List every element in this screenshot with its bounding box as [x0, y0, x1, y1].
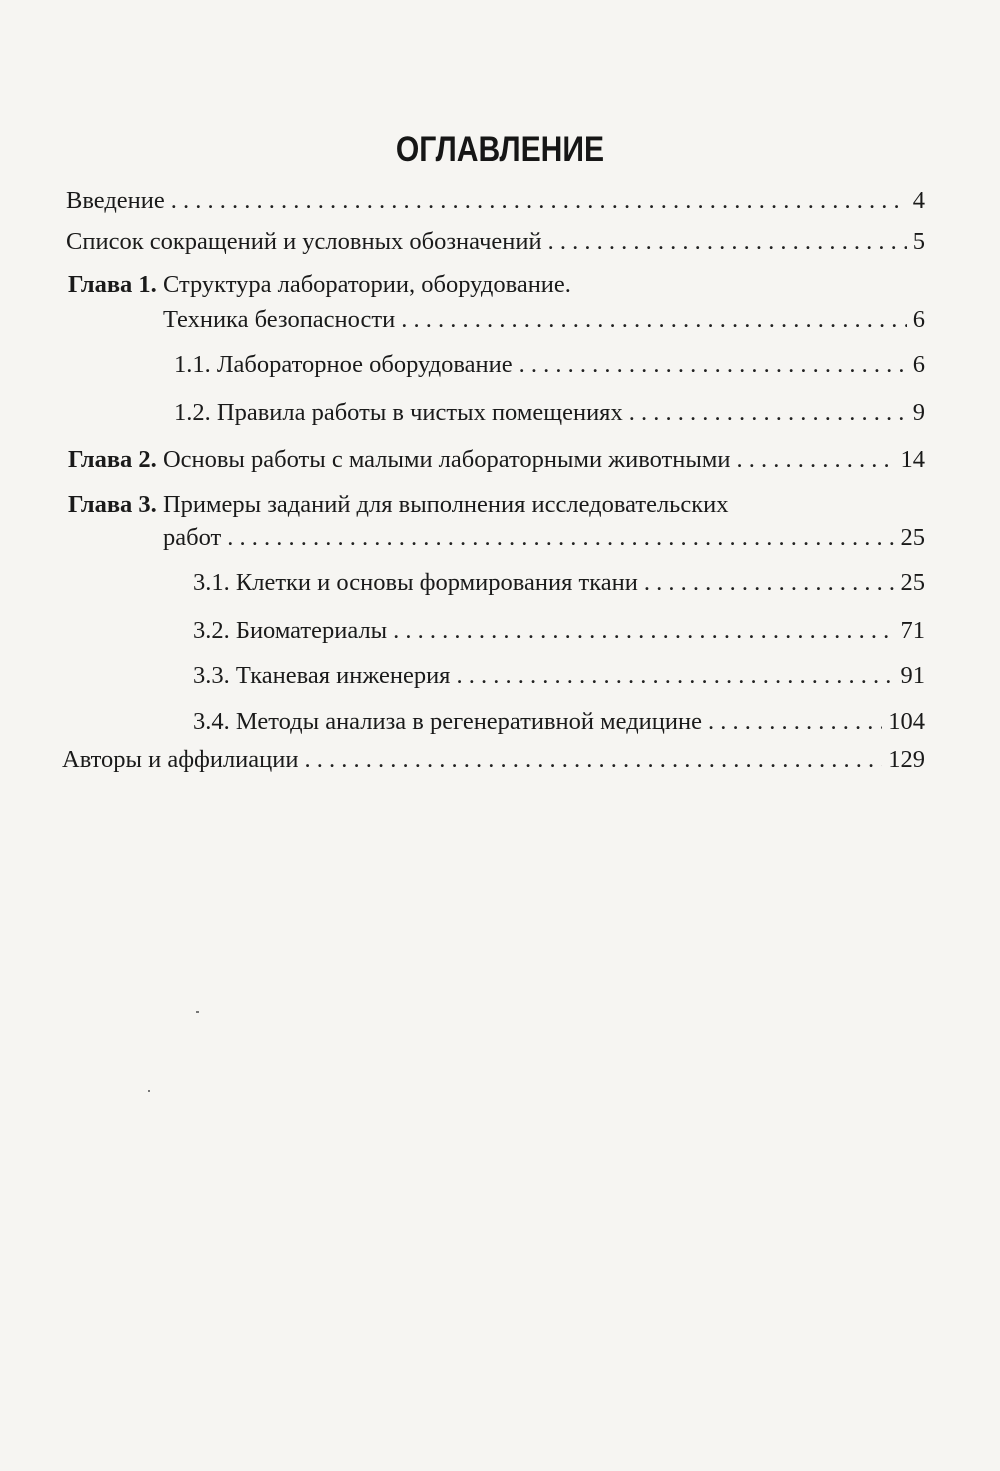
- toc-entry-intro[interactable]: [66, 186, 925, 216]
- toc-entry-3-2[interactable]: [193, 616, 925, 646]
- toc-page-number: 4: [912, 187, 925, 214]
- toc-entry-1-1[interactable]: [174, 350, 925, 380]
- toc-leader-dots: [401, 305, 907, 335]
- paper-speck: [196, 1011, 199, 1013]
- toc-leader-dots: [519, 350, 907, 380]
- toc-entry-1-2[interactable]: [174, 398, 925, 428]
- toc-entry-3-1[interactable]: [193, 568, 925, 598]
- toc-page-number: 71: [900, 617, 925, 644]
- toc-page-number: 9: [912, 399, 925, 426]
- toc-entry-label: Структура лаборатории, оборудование.: [162, 271, 571, 298]
- toc-leader-dots: [456, 661, 894, 691]
- toc-leader-dots: [629, 398, 907, 428]
- toc-entry-label: 1.1. Лабораторное оборудование: [174, 351, 513, 378]
- page-title: ОГЛАВЛЕНИЕ: [395, 130, 605, 169]
- toc-entry-chapter-1-cont[interactable]: [163, 305, 925, 335]
- toc-leader-dots: [171, 186, 907, 216]
- toc-entry-label: 3.3. Тканевая инженерия: [193, 662, 451, 689]
- toc-leader-dots: [708, 707, 882, 737]
- toc-entry-label: Введение: [66, 187, 165, 214]
- toc-entry-chapter-3-cont[interactable]: [163, 523, 925, 553]
- toc-page-number: 25: [900, 524, 925, 551]
- toc-entry-label: Примеры заданий для выполнения исследовательских: [162, 491, 729, 518]
- toc-entry-label: работ: [163, 524, 222, 551]
- toc-page-number: 6: [912, 351, 925, 378]
- toc-entry-3-3[interactable]: [193, 661, 925, 691]
- toc-page-number: 6: [912, 306, 925, 333]
- toc-entry-label: Авторы и аффилиации: [62, 746, 299, 773]
- toc-entry-chapter-3[interactable]: [68, 490, 729, 520]
- toc-entry-label: 3.1. Клетки и основы формирования ткани: [193, 569, 638, 596]
- toc-leader-dots: [644, 568, 895, 598]
- toc-entry-label: Основы работы с малыми лабораторными животными: [162, 446, 731, 473]
- toc-page-number: 91: [900, 662, 925, 689]
- toc-page-number: 129: [888, 746, 925, 773]
- toc-page-number: 25: [900, 569, 925, 596]
- toc-leader-dots: [736, 445, 894, 475]
- toc-leader-dots: [305, 745, 883, 775]
- toc-entry-chapter-2[interactable]: [68, 445, 925, 475]
- toc-entry-label: 3.2. Биоматериалы: [193, 617, 388, 644]
- toc-entry-3-4[interactable]: [193, 707, 925, 737]
- toc-entry-label: 3.4. Методы анализа в регенеративной медицине: [193, 708, 702, 735]
- toc-chapter-prefix: Глава 2.: [68, 446, 157, 473]
- toc-entry-label: Список сокращений и условных обозначений: [66, 228, 542, 255]
- toc-entry-label: Техника безопасности: [163, 306, 396, 333]
- toc-entry-authors[interactable]: [62, 745, 925, 775]
- toc-entry-abbreviations[interactable]: [66, 227, 925, 257]
- toc-entry-label: 1.2. Правила работы в чистых помещениях: [174, 399, 623, 426]
- toc-page-number: 104: [888, 708, 925, 735]
- toc-entry-chapter-1[interactable]: [68, 270, 571, 300]
- paper-speck: [148, 1090, 150, 1092]
- toc-page-number: 14: [900, 446, 925, 473]
- toc-leader-dots: [227, 523, 894, 553]
- toc-leader-dots: [548, 227, 907, 257]
- toc-page-number: 5: [912, 228, 925, 255]
- toc-chapter-prefix: Глава 3.: [68, 491, 157, 518]
- toc-leader-dots: [393, 616, 894, 646]
- toc-chapter-prefix: Глава 1.: [68, 271, 157, 298]
